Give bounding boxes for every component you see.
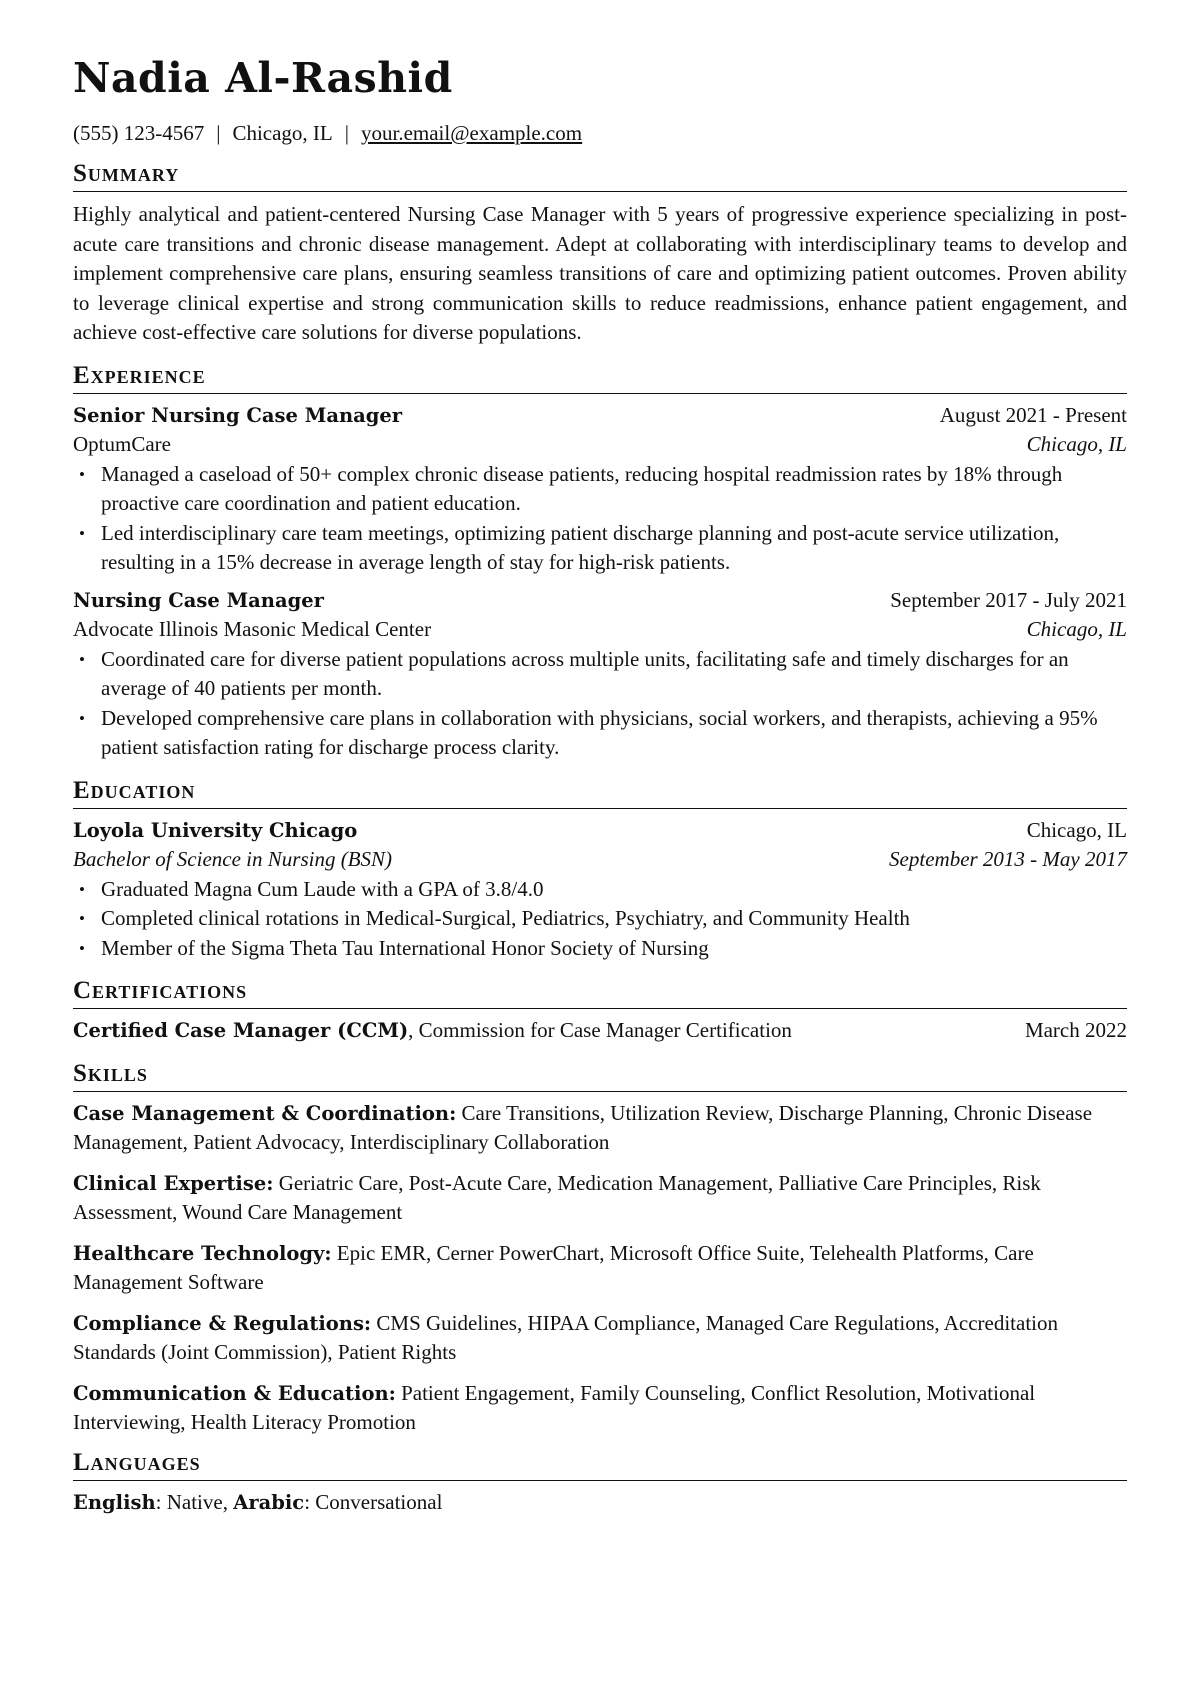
education-dates: September 2013 - May 2017 [889,847,1127,871]
summary-section [73,160,1127,348]
skill-group [73,1239,1127,1298]
bullet-text: Managed a caseload of 50+ complex chronic disease patients, reducing hospital readmission rates by 18% through proactive care coordination and patient education. [101,461,1063,515]
phone-number: (555) 123-4567 [73,121,205,145]
bullet-icon: • [79,464,85,484]
section-title-summary: Summary [73,160,1127,192]
skill-label: Case Management & Coordination: [73,1101,457,1125]
skill-group [73,1309,1127,1368]
job-title: Senior Nursing Case Manager [73,403,403,427]
skill-items: CMS Guidelines, HIPAA Compliance, Managed Care Regulations, Accreditation Standards (Joint Commission), Patient Rights [73,1310,1059,1364]
skill-label: Healthcare Technology: [73,1241,332,1265]
resume-page [73,54,1127,1517]
language-name: Arabic [233,1490,305,1514]
certification-name: Certified Case Manager (CCM) [73,1019,409,1042]
language-level: : Conversational [304,1489,443,1514]
contact-line [73,120,1127,146]
section-title-education: Education [73,777,1127,809]
skill-label: Communication & Education: [73,1381,396,1405]
bullet-item [73,460,1127,519]
bullet-text: Member of the Sigma Theta Tau International Honor Society of Nursing [101,935,709,960]
company-name: Advocate Illinois Masonic Medical Center [73,617,432,641]
job-entry [73,586,1127,763]
skill-group [73,1099,1127,1158]
skill-items: Care Transitions, Utilization Review, Discharge Planning, Chronic Disease Management, Patient Advocacy, Interdisciplinary Collaboration [73,1100,1093,1154]
job-bullets [73,460,1127,578]
skills-list [73,1099,1127,1438]
job-dates: August 2021 - Present [939,402,1127,427]
job-location: Chicago, IL [1026,432,1127,456]
job-dates: September 2017 - July 2021 [890,587,1127,612]
school-name: Loyola University Chicago [73,818,358,842]
section-title-experience: Experience [73,362,1127,394]
bullet-text: Coordinated care for diverse patient populations across multiple units, facilitating safe and timely discharges for an average of 40 patients per month. [101,646,1069,700]
languages-line [73,1488,1127,1518]
bullet-icon: • [79,708,85,728]
contact-separator: | [344,121,349,145]
skill-items: Patient Engagement, Family Counseling, Conflict Resolution, Motivational Interviewing, Health Literacy Promotion [73,1380,1036,1434]
job-entry [73,401,1127,578]
degree: Bachelor of Science in Nursing (BSN) [73,847,393,871]
certification-entry [73,1016,1127,1046]
skill-items: Geriatric Care, Post-Acute Care, Medication Management, Palliative Care Principles, Risk Assessment, Wound Care Management [73,1170,1041,1224]
bullet-item [73,519,1127,578]
certification-date: March 2022 [1024,1018,1127,1042]
bullet-icon: • [79,938,85,958]
skills-section [73,1060,1127,1438]
bullet-icon: • [79,523,85,543]
location: Chicago, IL [232,121,333,145]
bullet-text: Completed clinical rotations in Medical-Surgical, Pediatrics, Psychiatry, and Community Health [101,906,910,930]
section-title-certifications: Certifications [73,977,1127,1009]
education-bullets [73,875,1127,964]
bullet-icon: • [79,909,85,928]
email-link[interactable]: your.email@example.com [360,121,583,145]
skill-group [73,1379,1127,1438]
experience-section [73,362,1127,763]
job-location: Chicago, IL [1026,617,1127,641]
bullet-item [73,934,1127,964]
bullet-text: Led interdisciplinary care team meetings, optimizing patient discharge planning and post-acute service utilization, resulting in a 15% decrease in average length of stay for high-risk patients. [101,520,1060,574]
school-location: Chicago, IL [1026,817,1127,842]
summary-text: Highly analytical and patient-centered Nursing Case Manager with 5 years of progressive experience specializing in post-acute care transitions and chronic disease management. Adept at collaborating with interdisciplinary teams to develop and implement comprehensive care plans, ensuring seamless transitions of care and optimizing patient outcomes. Proven ability to leverage clinical expertise and strong communication skills to reduce readmissions, enhance patient engagement, and achieve cost-effective care solutions for diverse populations. [73,202,1127,344]
skill-group [73,1169,1127,1228]
bullet-icon: • [79,649,85,669]
bullet-text: Graduated Magna Cum Laude with a GPA of 3.8/4.0 [101,876,544,901]
education-section [73,777,1127,964]
languages-section [73,1449,1127,1518]
bullet-item [73,645,1127,704]
section-title-skills: Skills [73,1060,1127,1092]
certifications-section [73,977,1127,1046]
bullet-item [73,704,1127,763]
company-name: OptumCare [73,432,171,456]
skill-label: Clinical Expertise: [73,1171,274,1195]
education-entry [73,816,1127,964]
bullet-item [73,875,1127,905]
candidate-name: Nadia Al-Rashid [73,54,453,102]
language-name: English [73,1490,156,1514]
job-title: Nursing Case Manager [73,588,324,612]
contact-separator: | [216,121,221,145]
bullet-icon: • [79,879,85,899]
skill-items: Epic EMR, Cerner PowerChart, Microsoft Office Suite, Telehealth Platforms, Care Management Software [73,1240,1034,1294]
bullet-item [73,904,1127,934]
job-bullets [73,645,1127,763]
certification-issuer: , Commission for Case Manager Certification [408,1018,792,1042]
section-title-languages: Languages [73,1449,1127,1481]
bullet-text: Developed comprehensive care plans in collaboration with physicians, social workers, and therapists, achieving a 95% patient satisfaction rating for discharge process clarity. [101,705,1098,759]
language-level: : Native, [155,1489,234,1514]
skill-label: Compliance & Regulations: [73,1311,372,1335]
